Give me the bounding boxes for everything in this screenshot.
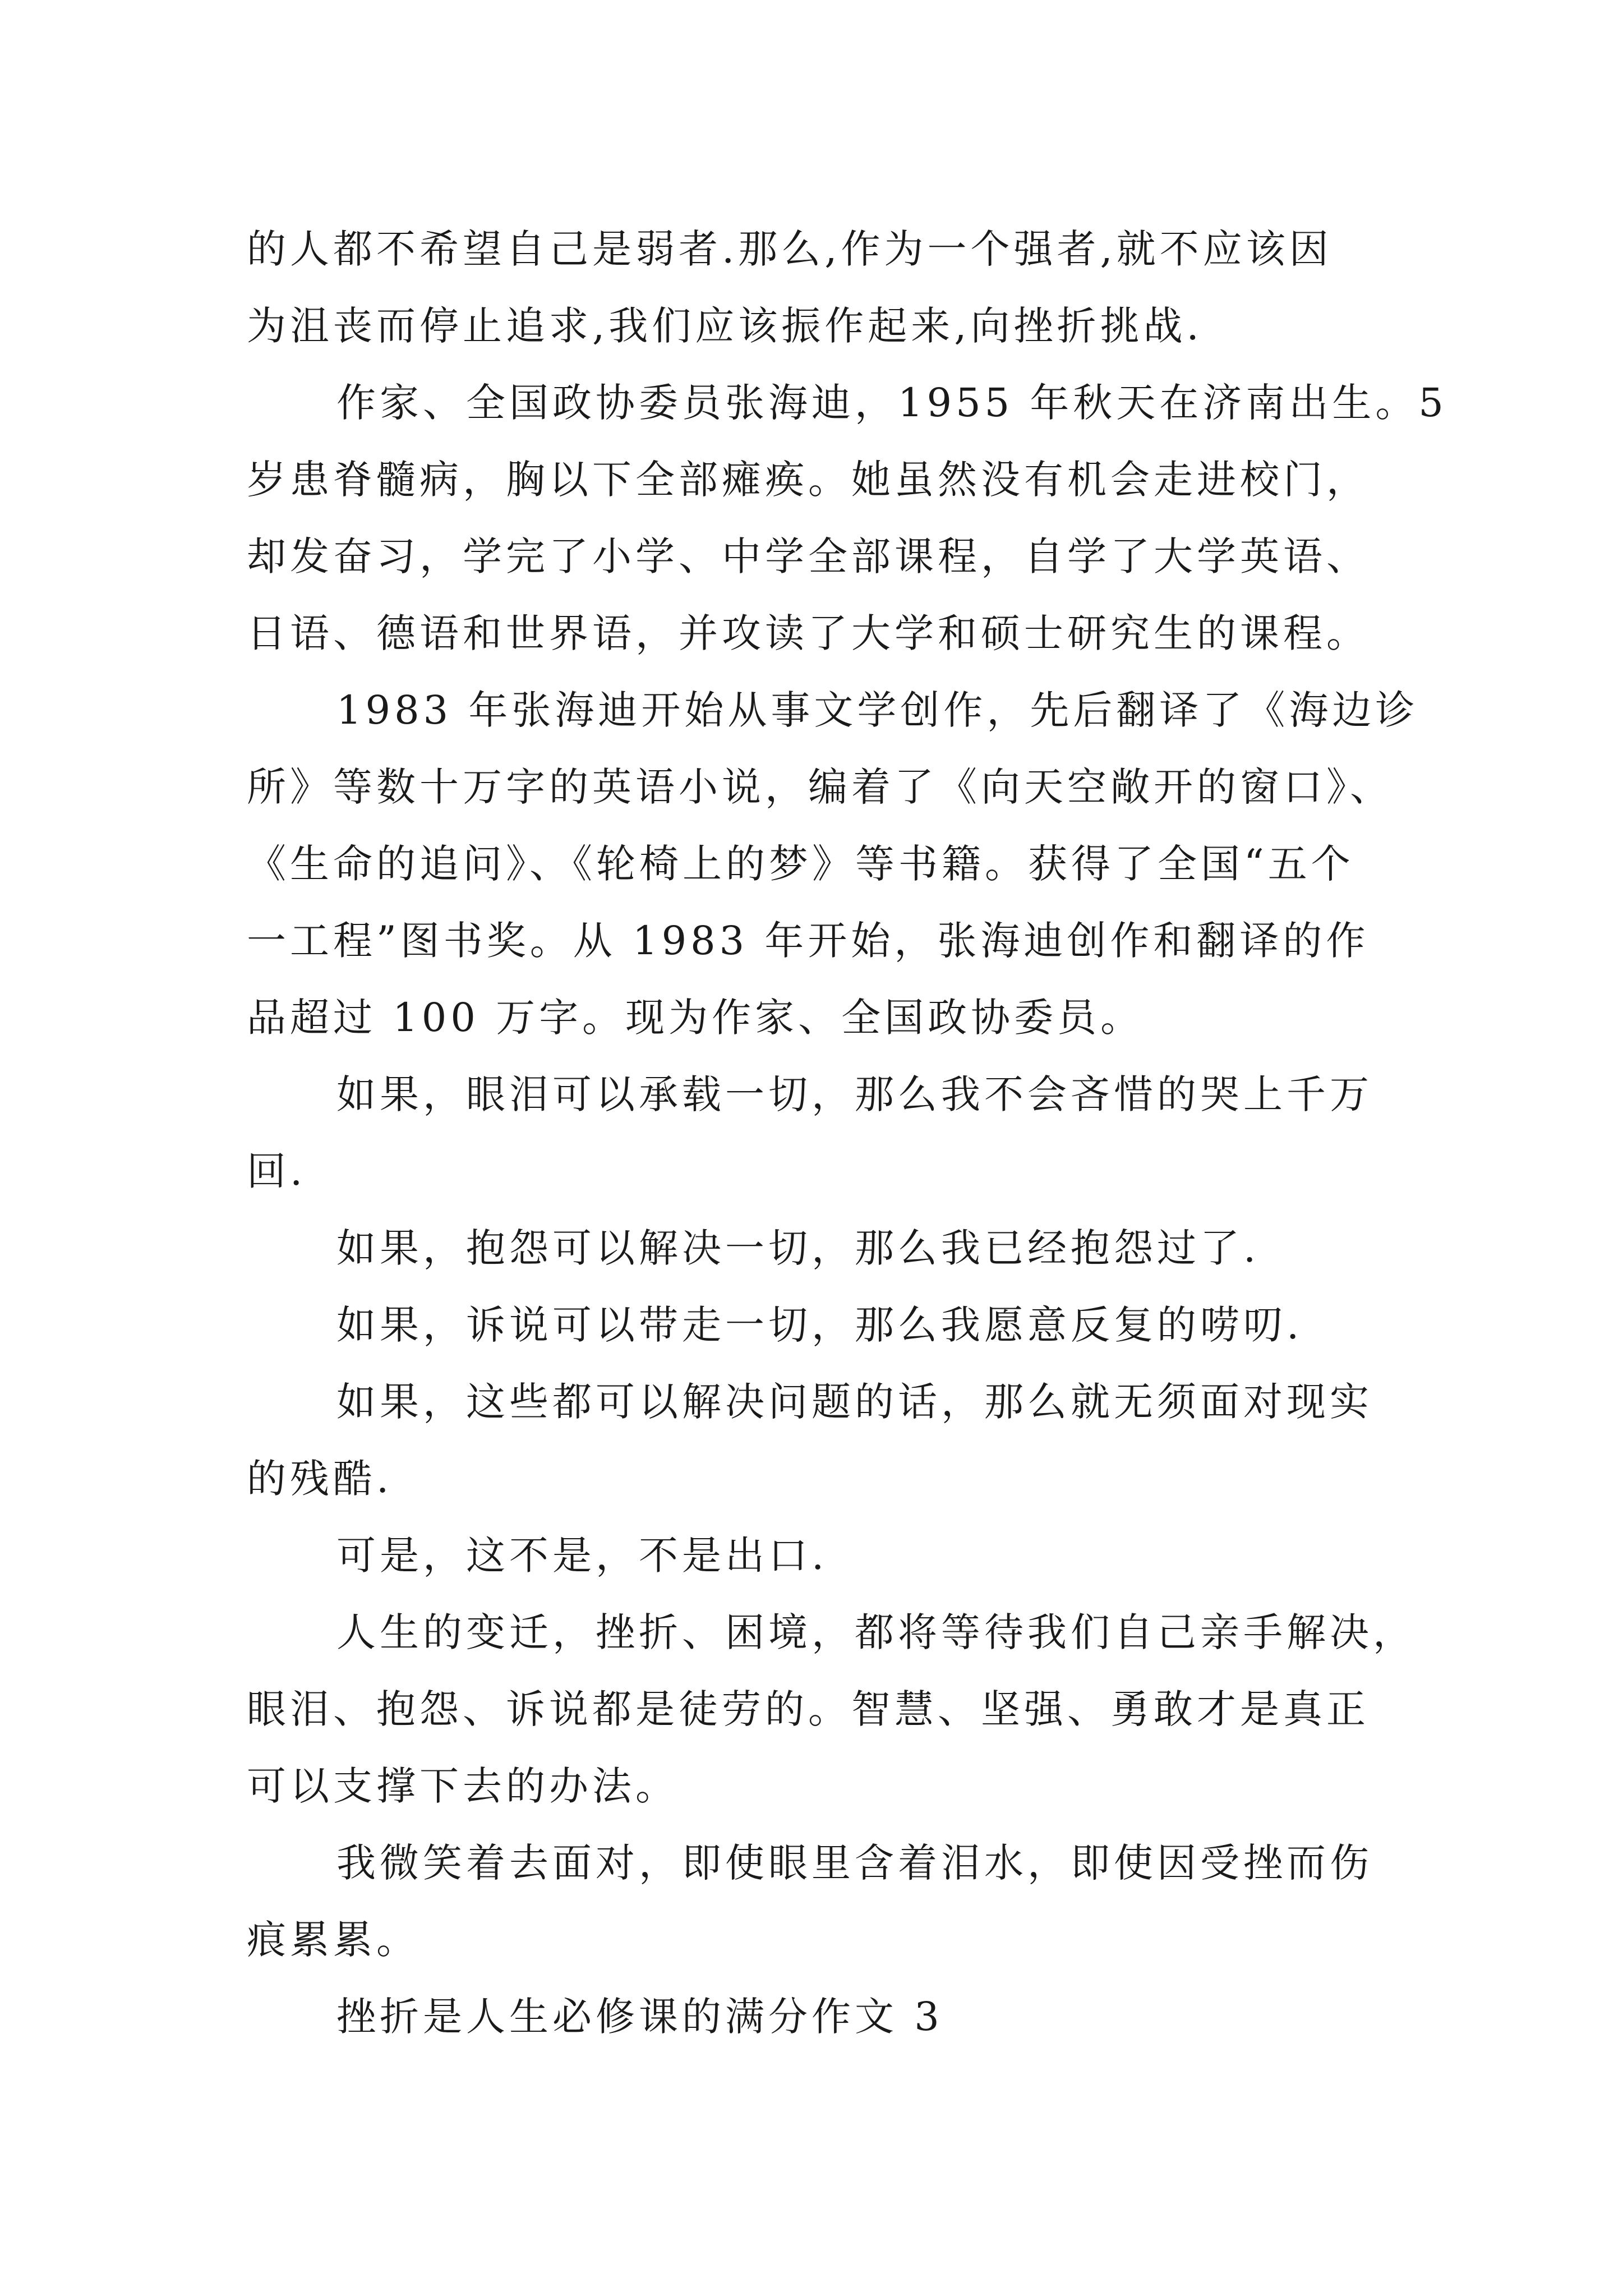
text-line: 品超过 100 万字。现为作家、全国政协委员。 <box>247 995 1144 1041</box>
paragraph <box>247 1517 1436 1594</box>
text-line: 岁患脊髓病，胸以下全部瘫痪。她虽然没有机会走进校门， <box>247 457 1370 503</box>
paragraph <box>247 365 1447 672</box>
document-body <box>247 211 1447 2055</box>
text-line: 眼泪、抱怨、诉说都是徒劳的。智慧、坚强、勇敢才是真正 <box>247 1686 1370 1732</box>
paragraph <box>247 211 1436 365</box>
paragraph <box>247 1287 1436 1364</box>
text-line: 回. <box>247 1148 307 1194</box>
text-line: 人生的变迁，挫折、困境，都将等待我们自己亲手解决， <box>336 1609 1416 1655</box>
paragraph <box>247 672 1436 1056</box>
text-line: 日语、德语和世界语，并攻读了大学和硕士研究生的课程。 <box>247 610 1370 656</box>
text-line: 如果，眼泪可以承载一切，那么我不会吝惜的哭上千万 <box>336 1071 1373 1117</box>
text-line: 《生命的追问》、《轮椅上的梦》等书籍。获得了全国“五个 <box>247 841 1354 887</box>
paragraph <box>247 1978 1436 2055</box>
text-line: 1983 年张海迪开始从事文学创作，先后翻译了《海边诊 <box>336 687 1419 733</box>
text-line: 痕累累。 <box>247 1917 419 1963</box>
text-line: 为沮丧而停止追求,我们应该振作起来,向挫折挑战. <box>247 303 1203 349</box>
paragraph <box>247 1210 1436 1287</box>
text-line: 如果，这些都可以解决问题的话，那么就无须面对现实 <box>336 1379 1373 1425</box>
text-line: 可以支撑下去的办法。 <box>247 1763 679 1809</box>
paragraph <box>247 1364 1436 1517</box>
text-line: 所》等数十万字的英语小说，编着了《向天空敞开的窗口》、 <box>247 764 1393 810</box>
text-line: 挫折是人生必修课的满分作文 3 <box>336 1994 943 2040</box>
paragraph <box>247 1594 1436 1825</box>
text-line: 可是，这不是，不是出口. <box>336 1533 828 1579</box>
text-line: 却发奋习，学完了小学、中学全部课程，自学了大学英语、 <box>247 533 1370 579</box>
text-line: 我微笑着去面对，即使眼里含着泪水，即使因受挫而伤 <box>336 1840 1373 1886</box>
paragraph <box>247 1825 1436 1978</box>
paragraph <box>247 1056 1436 1210</box>
text-line: 如果，抱怨可以解决一切，那么我已经抱怨过了. <box>336 1225 1260 1271</box>
text-line: 的残酷. <box>247 1456 393 1502</box>
text-line: 一工程”图书奖。从 1983 年开始，张海迪创作和翻译的作 <box>247 918 1370 964</box>
text-line: 的人都不希望自己是弱者.那么,作为一个强者,就不应该因 <box>247 226 1332 272</box>
text-line: 如果，诉说可以带走一切，那么我愿意反复的唠叨. <box>336 1302 1303 1348</box>
text-line: 作家、全国政协委员张海迪，1955 年秋天在济南出生。5 <box>336 380 1447 426</box>
